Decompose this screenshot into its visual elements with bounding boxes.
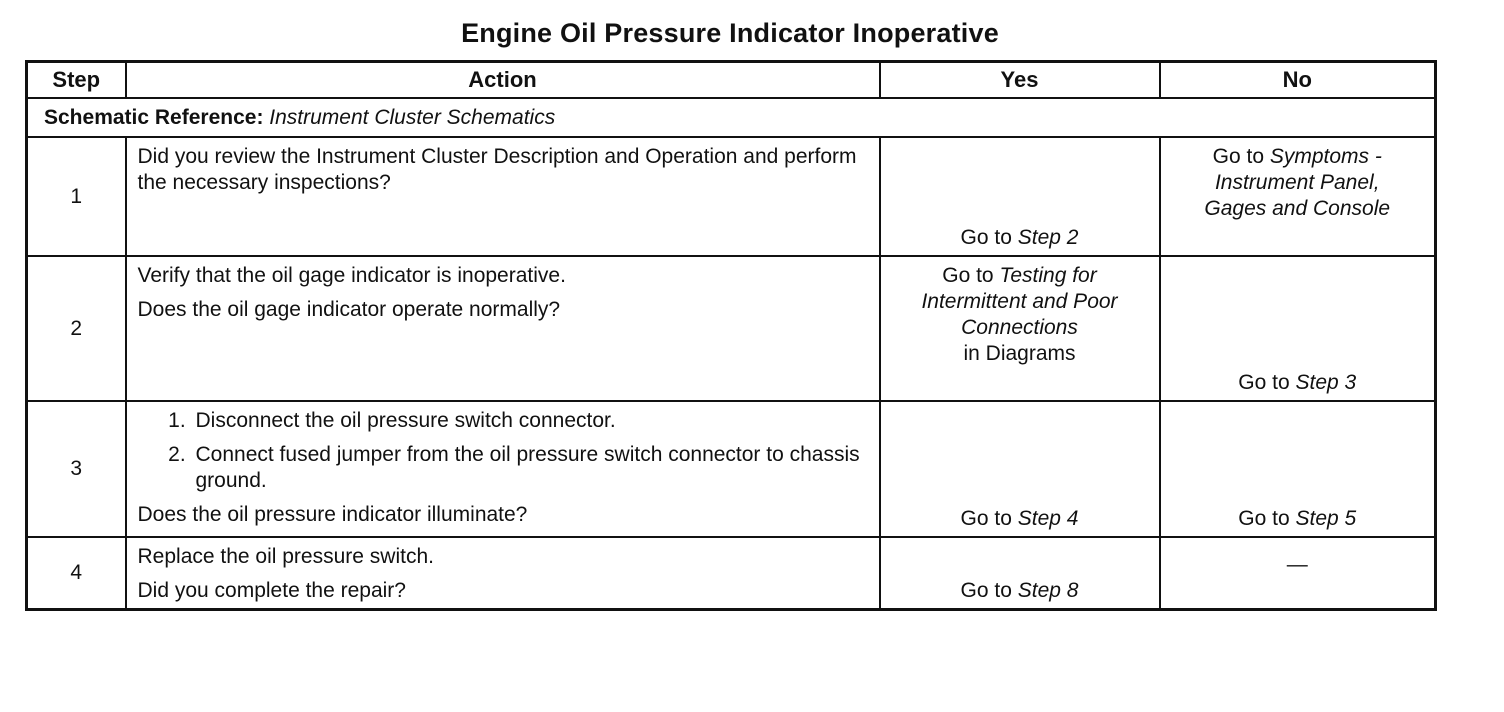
yes-link[interactable]: Step 8 (1017, 578, 1079, 602)
no-cell (1160, 537, 1436, 609)
yes-cell (880, 401, 1160, 537)
action-text: Verify that the oil gage indicator is inoperative. (137, 264, 566, 287)
header-no: No (1160, 62, 1436, 99)
action-question: Does the oil pressure indicator illuminate? (137, 503, 528, 526)
yes-prefix: Go to (960, 226, 1018, 249)
header-row (27, 62, 1436, 99)
no-prefix: Go to (1238, 507, 1296, 530)
action-cell (126, 537, 880, 609)
action-question: Does the oil gage indicator operate normally? (137, 298, 561, 321)
table-row (27, 537, 1436, 609)
yes-link[interactable]: Testing for Intermittent and Poor Connections (921, 264, 1118, 339)
yes-cell (880, 137, 1160, 256)
list-item: 1. Disconnect the oil pressure switch connector. (192, 408, 869, 434)
table-row (27, 401, 1436, 537)
schematic-label: Schematic Reference: (44, 105, 264, 129)
page-title: Engine Oil Pressure Indicator Inoperative (461, 18, 999, 48)
step-number: 1 (27, 137, 126, 256)
list-item: 2. Connect fused jumper from the oil pressure switch connector to chassis ground. (192, 442, 869, 494)
no-prefix: Go to (1212, 145, 1270, 168)
diagnostic-table (25, 60, 1437, 611)
table-row (27, 137, 1436, 256)
no-cell (1160, 401, 1436, 537)
yes-suffix: in Diagrams (963, 342, 1076, 365)
step-number: 4 (27, 537, 126, 609)
action-text: Replace the oil pressure switch. (137, 545, 434, 568)
yes-link[interactable]: Step 4 (1017, 507, 1079, 530)
no-link[interactable]: Step 5 (1295, 507, 1357, 530)
step-number: 3 (27, 401, 126, 537)
schematic-link[interactable]: Instrument Cluster Schematics (269, 105, 556, 129)
yes-prefix: Go to (960, 507, 1018, 530)
step-number: 2 (27, 256, 126, 401)
schematic-reference (27, 98, 1436, 137)
table-row (27, 256, 1436, 401)
yes-link[interactable]: Step 2 (1017, 226, 1079, 249)
no-dash: — (1286, 553, 1308, 576)
header-yes: Yes (880, 62, 1160, 99)
header-action: Action (126, 62, 880, 99)
action-cell (126, 401, 880, 537)
yes-prefix: Go to (942, 264, 1000, 287)
action-text: Did you review the Instrument Cluster Description and Operation and perform the necessary inspections? (137, 145, 857, 194)
no-link[interactable]: Symptoms - Instrument Panel, Gages and Console (1204, 145, 1391, 220)
action-list (138, 408, 869, 494)
no-cell (1160, 256, 1436, 401)
yes-cell (880, 256, 1160, 401)
header-step: Step (27, 62, 126, 99)
no-cell (1160, 137, 1436, 256)
yes-cell (880, 537, 1160, 609)
action-cell (126, 137, 880, 256)
schematic-reference-row (27, 98, 1436, 137)
no-prefix: Go to (1238, 371, 1296, 394)
no-link[interactable]: Step 3 (1295, 371, 1357, 394)
action-cell (126, 256, 880, 401)
yes-prefix: Go to (960, 578, 1018, 602)
action-question: Did you complete the repair? (137, 579, 406, 602)
